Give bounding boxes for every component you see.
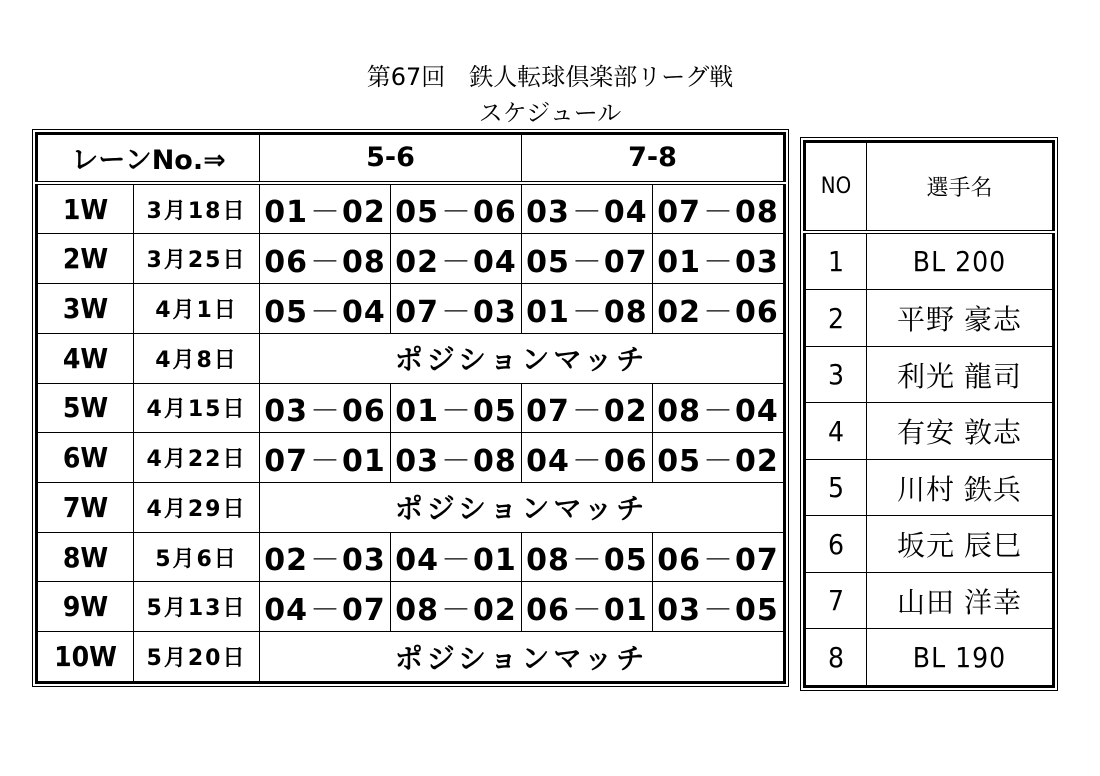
player-a: 06 <box>264 244 308 280</box>
week-label: 3W <box>37 284 134 334</box>
week-label: 2W <box>37 234 134 284</box>
week-label: 10W <box>37 632 134 683</box>
player-row <box>805 232 1054 290</box>
pair-separator: － <box>702 244 733 280</box>
player-b: 05 <box>472 393 517 429</box>
pair-separator: － <box>571 543 602 579</box>
position-match-note: ポジションマッチ <box>260 333 785 383</box>
player-number: 5 <box>805 459 867 516</box>
match-pair <box>260 234 391 284</box>
player-a: 08 <box>526 543 570 579</box>
schedule-row <box>37 532 785 582</box>
player-b: 05 <box>603 543 648 579</box>
player-b: 07 <box>603 244 648 280</box>
match-pair <box>260 582 391 632</box>
players-header-row <box>805 142 1054 232</box>
pair-separator: － <box>702 195 733 231</box>
match-pair <box>652 433 784 483</box>
pair-separator: － <box>440 543 471 579</box>
pair-separator: － <box>702 543 733 579</box>
match-pair <box>390 284 521 334</box>
pair-separator: － <box>571 592 602 628</box>
match-pair <box>390 383 521 433</box>
player-b: 02 <box>603 393 648 429</box>
pair-separator: － <box>309 294 340 330</box>
player-b: 03 <box>341 543 386 579</box>
match-date: 4月1日 <box>134 284 260 334</box>
player-a: 02 <box>264 543 308 579</box>
match-pair <box>260 183 391 234</box>
match-pair <box>260 433 391 483</box>
match-date: 4月15日 <box>134 383 260 433</box>
player-name: 川村 鉄兵 <box>867 459 1054 516</box>
player-a: 01 <box>657 244 701 280</box>
player-a: 08 <box>395 592 439 628</box>
week-label: 6W <box>37 433 134 483</box>
match-pair <box>390 433 521 483</box>
pair-separator: － <box>702 443 733 479</box>
player-name: 山田 洋幸 <box>867 572 1054 629</box>
match-date: 4月29日 <box>134 483 260 533</box>
player-b: 02 <box>472 592 517 628</box>
week-label: 7W <box>37 483 134 533</box>
player-number: 8 <box>805 629 867 687</box>
week-label: 4W <box>37 333 134 383</box>
player-a: 03 <box>264 393 308 429</box>
match-date: 3月18日 <box>134 183 260 234</box>
match-pair <box>521 582 652 632</box>
player-b: 06 <box>734 294 779 330</box>
player-number: 4 <box>805 403 867 460</box>
pair-separator: － <box>440 393 471 429</box>
match-pair <box>652 234 784 284</box>
player-name: 平野 豪志 <box>867 290 1054 347</box>
page-title: 第67回 鉄人転球倶楽部リーグ戦 <box>366 63 734 91</box>
player-b: 01 <box>341 443 386 479</box>
no-header: NO <box>805 142 867 232</box>
player-b: 02 <box>341 195 386 231</box>
player-a: 01 <box>526 294 570 330</box>
player-b: 04 <box>472 244 517 280</box>
schedule-row <box>37 383 785 433</box>
player-a: 02 <box>395 244 439 280</box>
player-b: 08 <box>734 195 779 231</box>
players-table <box>803 140 1055 688</box>
match-date: 4月22日 <box>134 433 260 483</box>
schedule-header-row <box>37 134 785 183</box>
match-pair <box>390 183 521 234</box>
pair-separator: － <box>571 393 602 429</box>
match-pair <box>260 284 391 334</box>
match-pair <box>521 234 652 284</box>
match-pair <box>652 183 784 234</box>
lane-group-a: 5-6 <box>260 134 522 183</box>
player-a: 01 <box>395 393 439 429</box>
match-date: 3月25日 <box>134 234 260 284</box>
player-a: 01 <box>264 195 308 231</box>
match-pair <box>390 234 521 284</box>
player-number: 7 <box>805 572 867 629</box>
player-row <box>805 290 1054 347</box>
player-b: 06 <box>341 393 386 429</box>
player-number: 3 <box>805 346 867 403</box>
player-row <box>805 516 1054 573</box>
lane-group-b: 7-8 <box>521 134 784 183</box>
player-name: 坂元 辰巳 <box>867 516 1054 573</box>
pair-separator: － <box>440 294 471 330</box>
match-date: 5月13日 <box>134 582 260 632</box>
player-b: 07 <box>734 543 779 579</box>
match-pair <box>521 383 652 433</box>
player-name: 有安 敦志 <box>867 403 1054 460</box>
player-row <box>805 572 1054 629</box>
player-a: 03 <box>395 443 439 479</box>
match-pair <box>521 532 652 582</box>
player-a: 05 <box>526 244 570 280</box>
week-label: 1W <box>37 183 134 234</box>
player-b: 04 <box>341 294 386 330</box>
player-b: 04 <box>734 393 779 429</box>
position-match-note: ポジションマッチ <box>260 632 785 683</box>
match-pair <box>652 284 784 334</box>
player-row <box>805 403 1054 460</box>
pair-separator: － <box>440 443 471 479</box>
pair-separator: － <box>571 443 602 479</box>
player-a: 07 <box>657 195 701 231</box>
match-pair <box>521 284 652 334</box>
player-a: 07 <box>395 294 439 330</box>
match-pair <box>260 532 391 582</box>
player-number: 1 <box>805 232 867 290</box>
pair-separator: － <box>309 244 340 280</box>
player-a: 07 <box>264 443 308 479</box>
match-pair <box>390 582 521 632</box>
schedule-row <box>37 433 785 483</box>
player-a: 05 <box>264 294 308 330</box>
player-a: 03 <box>526 195 570 231</box>
pair-separator: － <box>440 244 471 280</box>
player-name: BL 200 <box>867 232 1054 290</box>
pair-separator: － <box>702 592 733 628</box>
page-subtitle: スケジュール <box>478 99 622 127</box>
pair-separator: － <box>571 244 602 280</box>
schedule-row <box>37 483 785 533</box>
player-b: 05 <box>734 592 779 628</box>
schedule-table <box>35 132 786 684</box>
player-b: 06 <box>603 443 648 479</box>
pair-separator: － <box>702 393 733 429</box>
player-a: 04 <box>526 443 570 479</box>
player-b: 08 <box>472 443 517 479</box>
pair-separator: － <box>440 592 471 628</box>
player-a: 06 <box>526 592 570 628</box>
player-b: 03 <box>472 294 517 330</box>
match-date: 5月6日 <box>134 532 260 582</box>
player-row <box>805 629 1054 687</box>
name-header: 選手名 <box>867 142 1054 232</box>
pair-separator: － <box>309 443 340 479</box>
match-pair <box>390 532 521 582</box>
player-b: 07 <box>341 592 386 628</box>
player-number: 2 <box>805 290 867 347</box>
player-name: BL 190 <box>867 629 1054 687</box>
pair-separator: － <box>571 294 602 330</box>
lane-label: レーンNo.⇒ <box>37 134 260 183</box>
player-b: 06 <box>472 195 517 231</box>
player-a: 07 <box>526 393 570 429</box>
pair-separator: － <box>309 592 340 628</box>
pair-separator: － <box>309 393 340 429</box>
pair-separator: － <box>702 294 733 330</box>
player-b: 08 <box>341 244 386 280</box>
player-b: 04 <box>603 195 648 231</box>
pair-separator: － <box>571 195 602 231</box>
player-b: 01 <box>603 592 648 628</box>
pair-separator: － <box>309 195 340 231</box>
week-label: 5W <box>37 383 134 433</box>
player-a: 05 <box>395 195 439 231</box>
match-pair <box>521 433 652 483</box>
match-pair <box>260 383 391 433</box>
match-date: 5月20日 <box>134 632 260 683</box>
week-label: 8W <box>37 532 134 582</box>
position-match-note: ポジションマッチ <box>260 483 785 533</box>
player-a: 03 <box>657 592 701 628</box>
player-b: 01 <box>472 543 517 579</box>
player-a: 05 <box>657 443 701 479</box>
match-pair <box>521 183 652 234</box>
pair-separator: － <box>440 195 471 231</box>
match-pair <box>652 532 784 582</box>
player-a: 04 <box>395 543 439 579</box>
player-b: 02 <box>734 443 779 479</box>
player-a: 06 <box>657 543 701 579</box>
player-row <box>805 459 1054 516</box>
schedule-row <box>37 183 785 234</box>
pair-separator: － <box>309 543 340 579</box>
match-pair <box>652 582 784 632</box>
schedule-row <box>37 284 785 334</box>
schedule-row <box>37 234 785 284</box>
player-number: 6 <box>805 516 867 573</box>
player-name: 利光 龍司 <box>867 346 1054 403</box>
match-date: 4月8日 <box>134 333 260 383</box>
schedule-row <box>37 333 785 383</box>
week-label: 9W <box>37 582 134 632</box>
match-pair <box>652 383 784 433</box>
player-a: 04 <box>264 592 308 628</box>
player-a: 02 <box>657 294 701 330</box>
player-b: 03 <box>734 244 779 280</box>
schedule-row <box>37 582 785 632</box>
schedule-row <box>37 632 785 683</box>
player-b: 08 <box>603 294 648 330</box>
player-row <box>805 346 1054 403</box>
player-a: 08 <box>657 393 701 429</box>
